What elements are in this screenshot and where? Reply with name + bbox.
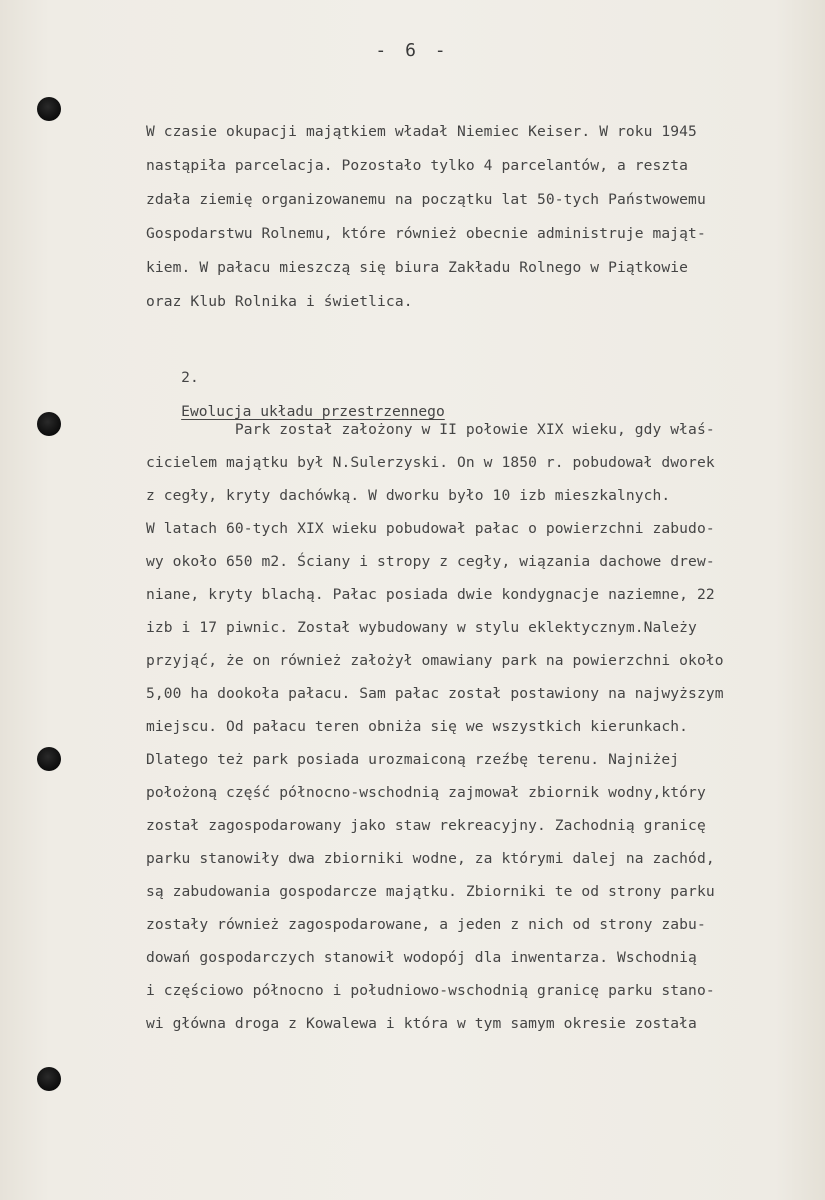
text-line: izb i 17 piwnic. Został wybudowany w stylu eklektycznym.Należy [146, 619, 697, 636]
binder-hole-1 [37, 97, 61, 121]
text-line: z cegły, kryty dachówką. W dworku było 10 izb mieszkalnych. [146, 487, 671, 504]
text-line: parku stanowiły dwa zbiorniki wodne, za którymi dalej na zachód, [146, 850, 715, 867]
text-line: Dlatego też park posiada urozmaiconą rzeźbę terenu. Najniżej [146, 751, 680, 768]
paragraph-1 [146, 122, 806, 310]
text-line: cicielem majątku był N.Sulerzyski. On w 1850 r. pobudował dworek [146, 454, 715, 471]
text-line: W latach 60-tych XIX wieku pobudował pałac o powierzchni zabudo- [146, 520, 715, 537]
text-line: przyjąć, że on również założył omawiany park na powierzchni około [146, 652, 724, 669]
section-number: 2. [181, 369, 199, 386]
paragraph-2 [146, 420, 806, 1032]
text-line: i częściowo północno i południowo-wschodnią granicę parku stano- [146, 982, 715, 999]
section-title: Ewolucja układu przestrzennego [181, 403, 445, 420]
text-line: W czasie okupacji majątkiem władał Niemiec Keiser. W roku 1945 [146, 123, 697, 140]
text-line: są zabudowania gospodarcze majątku. Zbiorniki te od strony parku [146, 883, 715, 900]
binder-hole-2 [37, 412, 61, 436]
text-line: zdała ziemię organizowanemu na początku lat 50-tych Państwowemu [146, 191, 706, 208]
text-line: nastąpiła parcelacja. Pozostało tylko 4 parcelantów, a reszta [146, 157, 689, 174]
text-line: zostały również zagospodarowane, a jeden z nich od strony zabu- [146, 916, 706, 933]
text-line: został zagospodarowany jako staw rekreacyjny. Zachodnią granicę [146, 817, 706, 834]
text-line: dowań gospodarczych stanowił wodopój dla inwentarza. Wschodnią [146, 949, 697, 966]
binder-hole-3 [37, 747, 61, 771]
text-line: niane, kryty blachą. Pałac posiada dwie kondygnacje naziemne, 22 [146, 586, 715, 603]
binder-hole-4 [37, 1067, 61, 1091]
text-line: kiem. W pałacu mieszczą się biura Zakładu Rolnego w Piątkowie [146, 259, 689, 276]
text-line: Park został założony w II połowie XIX wieku, gdy właś- [146, 421, 715, 438]
text-line: wi główna droga z Kowalewa i która w tym samym okresie została [146, 1015, 697, 1032]
text-line: Gospodarstwu Rolnemu, które również obecnie administruje mająt- [146, 225, 706, 242]
text-line: wy około 650 m2. Ściany i stropy z cegły, wiązania dachowe drew- [146, 553, 715, 570]
text-line: położoną część północno-wschodnią zajmował zbiornik wodny,który [146, 784, 706, 801]
text-line: miejscu. Od pałacu teren obniża się we wszystkich kierunkach. [146, 718, 689, 735]
text-line: 5,00 ha dookoła pałacu. Sam pałac został postawiony na najwyższym [146, 685, 724, 702]
text-line: oraz Klub Rolnika i świetlica. [146, 293, 413, 310]
page-number: - 6 - [375, 40, 450, 61]
